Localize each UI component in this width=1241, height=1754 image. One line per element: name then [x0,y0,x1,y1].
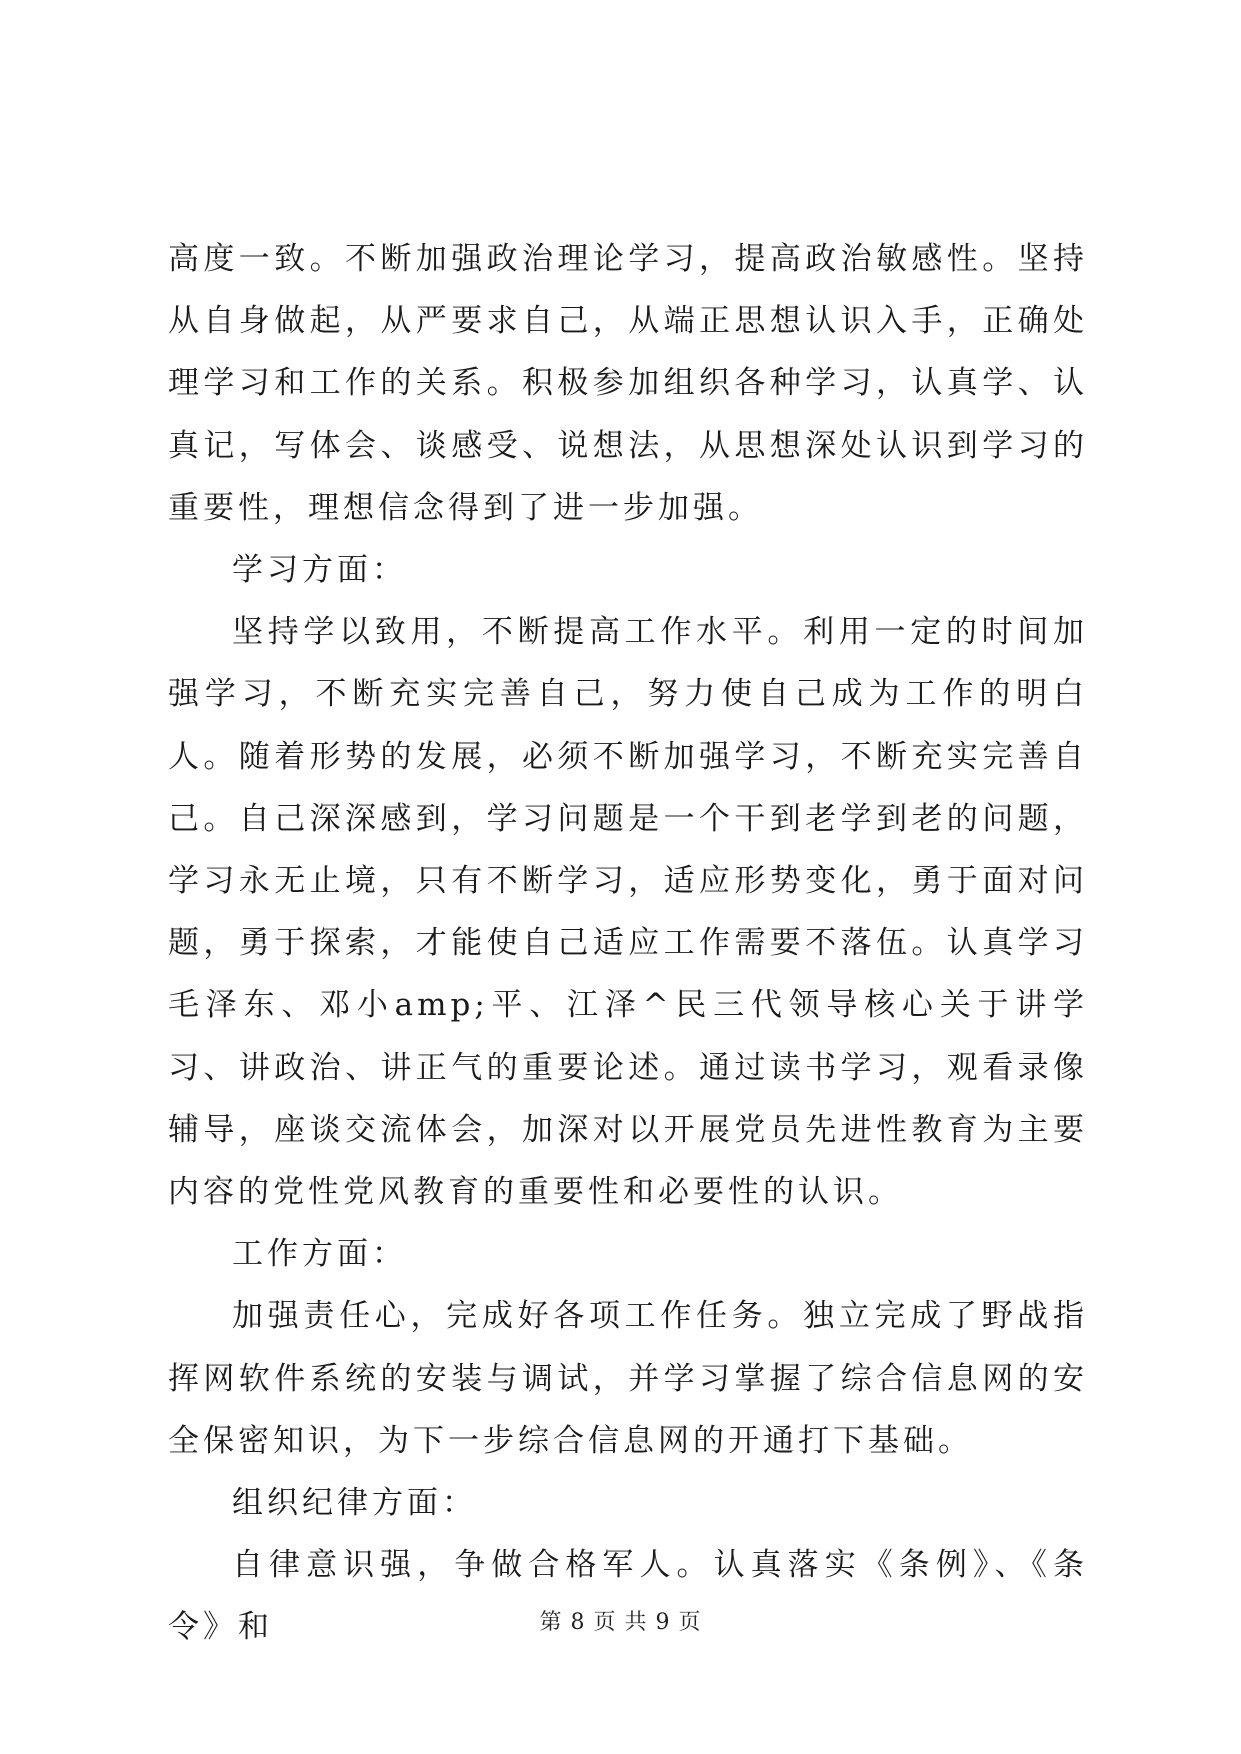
heading-study: 学习方面： [232,552,407,589]
heading-work: 工作方面： [232,1236,407,1273]
paragraph-study: 坚持学以致用，不断提高工作水平。利用一定的时间加强学习，不断充实完善自己，努力使自己成为工作的明白人。随着形势的发展，必须不断加强学习，不断充实完善自己。自己深深感到，学习问题是一个干到老学到老的问题，学习永无止境，只有不断学习，适应形势变化，勇于面对问题，勇于探索，才能使自己适应工作需要不落伍。认真学习毛泽东、邓小amp;平、江泽^民三代领导核心关于讲学习、讲政治、讲正气的重要论述。通过读书学习，观看录像辅导，座谈交流体会，加深对以开展党员先进性教育为主要内容的党性党风教育的重要性和必要性的认识。 [168,614,1088,1211]
paragraph-continuation: 高度一致。不断加强政治理论学习，提高政治敏感性。坚持从自身做起，从严要求自己，从端正思想认识入手，正确处理学习和工作的关系。积极参加组织各种学习，认真学、认真记，写体会、谈感受、说想法，从思想深处认识到学习的重要性，理想信念得到了进一步加强。 [168,241,1088,526]
document-body [168,228,1088,1659]
paragraph-work: 加强责任心，完成好各项工作任务。独立完成了野战指挥网软件系统的安装与调试，并学习掌握了综合信息网的安全保密知识，为下一步综合信息网的开通打下基础。 [168,1298,1088,1459]
heading-discipline: 组织纪律方面： [232,1485,477,1522]
paragraph-discipline: 自律意识强，争做合格军人。认真落实《条例》、《条令》和 [168,1547,1088,1646]
page-number-footer: 第 8 页 共 9 页 [539,1610,702,1635]
